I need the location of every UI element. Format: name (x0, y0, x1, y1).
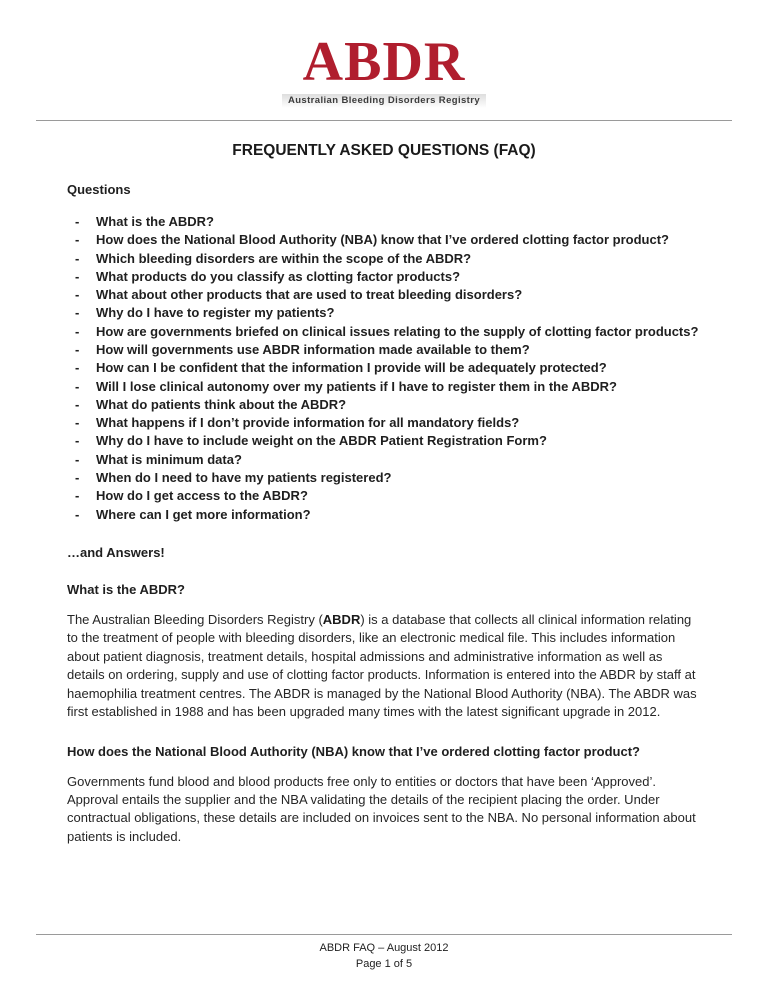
question-item: - What do patients think about the ABDR? (75, 396, 701, 413)
section-heading-nba-ordering: How does the National Blood Authority (NBA) know that I’ve ordered clotting factor product? (67, 743, 640, 759)
questions-heading: Questions (67, 182, 131, 197)
question-item: - When do I need to have my patients registered? (75, 469, 701, 486)
section-body-nba-ordering: Governments fund blood and blood products free only to entities or doctors that have been ‘Approved’. Approval entails the supplier and the NBA validating the details of the recipient placing the order. Under contractual obligations, these details are included on invoices sent to the NBA. No personal information about patients is included. (67, 773, 696, 844)
footer-divider (36, 934, 732, 935)
page-title: FREQUENTLY ASKED QUESTIONS (FAQ) (232, 142, 536, 159)
footer-doc-info: ABDR FAQ – August 2012 (319, 942, 449, 955)
logo-wordmark: ABDR (302, 31, 466, 93)
question-item: - Which bleeding disorders are within the scope of the ABDR? (75, 250, 701, 267)
section-body-what-is-abdr (67, 611, 701, 722)
question-item: - How does the National Blood Authority (NBA) know that I’ve ordered clotting factor product? (75, 231, 701, 248)
logo-tagline: Australian Bleeding Disorders Registry (282, 94, 486, 108)
header-divider (36, 120, 732, 121)
question-item: - Where can I get more information? (75, 506, 701, 523)
answers-heading: …and Answers! (67, 544, 165, 560)
section-heading-what-is-abdr: What is the ABDR? (67, 581, 185, 597)
page-footer (0, 934, 768, 972)
question-item: - What about other products that are used to treat bleeding disorders? (75, 286, 701, 303)
logo (0, 0, 768, 108)
body-text: ) is a database that collects all clinical information relating to the treatment of people with bleeding disorders, like an electronic medical file. This includes information about patient diagnosis, treatment details, hospital admissions and administrative information as well as details on ordering, supply and use of clotting factor products. Information is entered into the ABDR by staff at haemophilia treatment centres. The ABDR is managed by the National Blood Authority (NBA). The ABDR was first established in 1988 and has been upgraded many times with the latest significant upgrade in 2012. (67, 611, 697, 720)
question-item: - What happens if I don’t provide information for all mandatory fields? (75, 414, 701, 431)
document-content (0, 142, 768, 846)
question-item: - What is minimum data? (75, 451, 701, 468)
question-item: - What is the ABDR? (75, 213, 701, 230)
question-item: - Why do I have to register my patients? (75, 304, 701, 321)
question-item: - How are governments briefed on clinical issues relating to the supply of clotting factor products? (75, 323, 701, 340)
footer-page-number: Page 1 of 5 (355, 957, 413, 970)
body-text: The Australian Bleeding Disorders Registry ( (67, 611, 323, 627)
question-item: - Why do I have to include weight on the ABDR Patient Registration Form? (75, 432, 701, 449)
question-item: - What products do you classify as clotting factor products? (75, 268, 701, 285)
question-item: - How do I get access to the ABDR? (75, 487, 701, 504)
body-text-bold: ABDR (322, 611, 361, 627)
question-item: - Will I lose clinical autonomy over my patients if I have to register them in the ABDR? (75, 378, 701, 395)
questions-list (75, 213, 701, 523)
question-item: - How can I be confident that the information I provide will be adequately protected? (75, 359, 701, 376)
question-item: - How will governments use ABDR information made available to them? (75, 341, 701, 358)
